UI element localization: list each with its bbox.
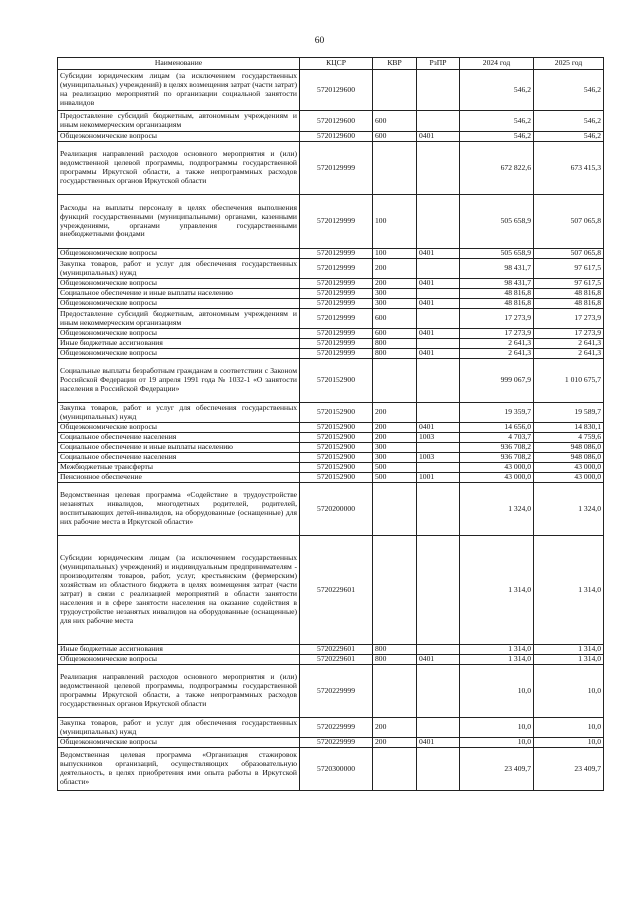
row-rzpr: 0401	[417, 249, 460, 259]
table-row	[58, 536, 604, 645]
row-kvr: 300	[373, 443, 417, 453]
row-rzpr	[417, 443, 460, 453]
budget-table-body	[58, 70, 604, 791]
table-row	[58, 748, 604, 791]
row-2024: 505 658,9	[460, 249, 534, 259]
row-kcsr: 5720152900	[300, 359, 373, 403]
row-2025: 14 830,1	[534, 423, 604, 433]
row-rzpr: 0401	[417, 349, 460, 359]
row-2025: 23 409,7	[534, 748, 604, 791]
row-2024: 98 431,7	[460, 259, 534, 279]
row-rzpr	[417, 536, 460, 645]
row-2024: 14 656,0	[460, 423, 534, 433]
row-kvr: 800	[373, 655, 417, 665]
row-2025: 10,0	[534, 738, 604, 748]
row-rzpr	[417, 259, 460, 279]
table-row	[58, 483, 604, 536]
row-kvr: 200	[373, 403, 417, 423]
row-2025: 1 314,0	[534, 655, 604, 665]
table-row	[58, 655, 604, 665]
row-kcsr: 5720129600	[300, 132, 373, 142]
row-kcsr: 5720229601	[300, 655, 373, 665]
row-2025: 17 273,9	[534, 309, 604, 329]
row-kcsr: 5720152900	[300, 423, 373, 433]
row-kcsr: 5720129999	[300, 249, 373, 259]
row-kcsr: 5720229999	[300, 718, 373, 738]
row-2025: 546,2	[534, 70, 604, 111]
row-kcsr: 5720129999	[300, 279, 373, 289]
row-kvr: 800	[373, 339, 417, 349]
table-row	[58, 329, 604, 339]
row-2024: 1 314,0	[460, 536, 534, 645]
row-kcsr: 5720129999	[300, 195, 373, 249]
row-2024: 936 708,2	[460, 453, 534, 463]
row-rzpr	[417, 195, 460, 249]
row-2025: 43 000,0	[534, 463, 604, 473]
table-row	[58, 70, 604, 111]
row-rzpr	[417, 70, 460, 111]
row-2024: 672 822,6	[460, 142, 534, 195]
header-2024: 2024 год	[460, 58, 534, 70]
row-kcsr: 5720129999	[300, 329, 373, 339]
row-kvr	[373, 748, 417, 791]
row-2025: 48 816,8	[534, 299, 604, 309]
row-kcsr: 5720152900	[300, 463, 373, 473]
row-kvr: 200	[373, 423, 417, 433]
row-kcsr: 5720229999	[300, 738, 373, 748]
row-name: Общеэкономические вопросы	[58, 279, 300, 289]
table-row	[58, 349, 604, 359]
row-name: Общеэкономические вопросы	[58, 655, 300, 665]
row-2024: 10,0	[460, 718, 534, 738]
row-2024: 19 359,7	[460, 403, 534, 423]
table-row	[58, 309, 604, 329]
row-rzpr: 0401	[417, 655, 460, 665]
row-2025: 10,0	[534, 718, 604, 738]
row-name: Общеэкономические вопросы	[58, 349, 300, 359]
row-2025: 948 086,0	[534, 453, 604, 463]
row-2024: 17 273,9	[460, 309, 534, 329]
budget-table	[57, 57, 604, 791]
row-2024: 17 273,9	[460, 329, 534, 339]
row-kvr: 600	[373, 132, 417, 142]
row-name: Общеэкономические вопросы	[58, 132, 300, 142]
row-rzpr	[417, 665, 460, 718]
row-2025: 10,0	[534, 665, 604, 718]
row-2025: 546,2	[534, 111, 604, 132]
row-kvr: 200	[373, 433, 417, 443]
row-name: Предоставление субсидий бюджетным, автономным учреждениям и иным некоммерческим организациям	[58, 111, 300, 132]
row-2024: 999 067,9	[460, 359, 534, 403]
table-row	[58, 132, 604, 142]
row-rzpr	[417, 463, 460, 473]
header-kcsr: КЦСР	[300, 58, 373, 70]
table-row	[58, 665, 604, 718]
row-kcsr: 5720229601	[300, 645, 373, 655]
row-kvr: 300	[373, 453, 417, 463]
row-2024: 546,2	[460, 70, 534, 111]
row-rzpr	[417, 142, 460, 195]
table-row	[58, 339, 604, 349]
row-2025: 97 617,5	[534, 259, 604, 279]
row-kcsr: 5720129999	[300, 289, 373, 299]
row-rzpr: 0401	[417, 132, 460, 142]
row-2025: 1 324,0	[534, 483, 604, 536]
row-kcsr: 5720229601	[300, 536, 373, 645]
row-2025: 48 816,8	[534, 289, 604, 299]
row-kcsr: 5720129999	[300, 339, 373, 349]
table-row	[58, 738, 604, 748]
row-kvr	[373, 142, 417, 195]
row-2024: 23 409,7	[460, 748, 534, 791]
row-kcsr: 5720229999	[300, 665, 373, 718]
header-2025: 2025 год	[534, 58, 604, 70]
row-rzpr	[417, 748, 460, 791]
row-2024: 1 314,0	[460, 655, 534, 665]
row-kvr	[373, 536, 417, 645]
row-kcsr: 5720152900	[300, 403, 373, 423]
row-name: Закупка товаров, работ и услуг для обеспечения государственных (муниципальных) нужд	[58, 403, 300, 423]
row-rzpr: 0401	[417, 279, 460, 289]
row-kvr: 800	[373, 645, 417, 655]
row-rzpr	[417, 645, 460, 655]
table-row	[58, 645, 604, 655]
row-rzpr	[417, 111, 460, 132]
table-row	[58, 463, 604, 473]
row-rzpr	[417, 359, 460, 403]
row-2024: 2 641,3	[460, 349, 534, 359]
row-kvr	[373, 665, 417, 718]
row-kcsr: 5720152900	[300, 453, 373, 463]
row-rzpr	[417, 718, 460, 738]
row-2025: 507 065,8	[534, 249, 604, 259]
header-name: Наименование	[58, 58, 300, 70]
row-kvr	[373, 359, 417, 403]
row-name: Общеэкономические вопросы	[58, 423, 300, 433]
row-2025: 1 010 675,7	[534, 359, 604, 403]
row-kcsr: 5720129600	[300, 111, 373, 132]
row-2024: 10,0	[460, 665, 534, 718]
row-2025: 19 589,7	[534, 403, 604, 423]
row-kcsr: 5720129999	[300, 349, 373, 359]
row-2024: 43 000,0	[460, 463, 534, 473]
row-kvr: 600	[373, 329, 417, 339]
row-name: Социальное обеспечение населения	[58, 433, 300, 443]
row-name: Предоставление субсидий бюджетным, автономным учреждениям и иным некоммерческим организациям	[58, 309, 300, 329]
row-2025: 1 314,0	[534, 536, 604, 645]
row-2025: 546,2	[534, 132, 604, 142]
row-name: Иные бюджетные ассигнования	[58, 339, 300, 349]
row-2025: 507 065,8	[534, 195, 604, 249]
row-name: Межбюджетные трансферты	[58, 463, 300, 473]
row-kcsr: 5720129999	[300, 299, 373, 309]
table-row	[58, 453, 604, 463]
row-name: Социальное обеспечение населения	[58, 453, 300, 463]
table-row	[58, 433, 604, 443]
row-kcsr: 5720200000	[300, 483, 373, 536]
row-kvr	[373, 70, 417, 111]
table-row	[58, 289, 604, 299]
row-2024: 546,2	[460, 132, 534, 142]
row-kvr: 100	[373, 195, 417, 249]
row-name: Ведомственная целевая программа «Содействие в трудоустройстве незанятых инвалидов, многодетных родителей, родителей, воспитывающих детей-инвалидов, на оборудованные (оснащенные) для них рабочие места в Иркутской области»	[58, 483, 300, 536]
row-name: Общеэкономические вопросы	[58, 329, 300, 339]
table-row	[58, 443, 604, 453]
row-kvr: 200	[373, 738, 417, 748]
row-rzpr: 0401	[417, 738, 460, 748]
table-row	[58, 249, 604, 259]
row-2025: 2 641,3	[534, 349, 604, 359]
row-name: Реализация направлений расходов основного мероприятия и (или) ведомственной целевой программы, подпрограммы государственной программы Иркутской области, а также непрограммных расходов государственных органов Иркутской области	[58, 665, 300, 718]
row-kcsr: 5720129999	[300, 309, 373, 329]
row-rzpr	[417, 483, 460, 536]
row-kvr: 300	[373, 299, 417, 309]
row-kcsr: 5720129600	[300, 70, 373, 111]
table-row	[58, 299, 604, 309]
row-name: Ведомственная целевая программа «Организация стажировок выпускников организаций, осуществляющих образовательную деятельность, в целях приобретения ими опыта работы в Иркутской области»	[58, 748, 300, 791]
row-rzpr: 0401	[417, 299, 460, 309]
row-rzpr: 1003	[417, 433, 460, 443]
row-rzpr: 0401	[417, 423, 460, 433]
row-kcsr: 5720129999	[300, 259, 373, 279]
header-kvr: КВР	[373, 58, 417, 70]
row-kcsr: 5720129999	[300, 142, 373, 195]
row-kcsr: 5720152900	[300, 433, 373, 443]
row-2024: 4 703,7	[460, 433, 534, 443]
table-row	[58, 142, 604, 195]
table-row	[58, 473, 604, 483]
table-row	[58, 359, 604, 403]
row-kvr: 800	[373, 349, 417, 359]
row-2024: 2 641,3	[460, 339, 534, 349]
row-name: Социальные выплаты безработным гражданам в соответствии с Законом Российской Федерации от 19 апреля 1991 года № 1032-1 «О занятости населения в Российской Федерации»	[58, 359, 300, 403]
row-2024: 546,2	[460, 111, 534, 132]
row-name: Иные бюджетные ассигнования	[58, 645, 300, 655]
row-kvr: 100	[373, 249, 417, 259]
row-2025: 2 641,3	[534, 339, 604, 349]
row-2025: 673 415,3	[534, 142, 604, 195]
row-kvr: 500	[373, 473, 417, 483]
row-kvr: 300	[373, 289, 417, 299]
row-name: Социальное обеспечение и иные выплаты населению	[58, 289, 300, 299]
table-row	[58, 279, 604, 289]
table-row	[58, 718, 604, 738]
row-kvr: 200	[373, 279, 417, 289]
row-rzpr	[417, 403, 460, 423]
row-rzpr: 0401	[417, 329, 460, 339]
row-name: Субсидии юридическим лицам (за исключением государственных (муниципальных) учреждений) в целях возмещения затрат (части затрат) на реализацию мероприятий по организации социальной занятости инвалидов	[58, 70, 300, 111]
row-name: Общеэкономические вопросы	[58, 299, 300, 309]
row-2024: 1 324,0	[460, 483, 534, 536]
table-row	[58, 403, 604, 423]
row-2025: 4 759,6	[534, 433, 604, 443]
row-2024: 98 431,7	[460, 279, 534, 289]
row-rzpr	[417, 289, 460, 299]
row-2024: 1 314,0	[460, 645, 534, 655]
row-name: Субсидии юридическим лицам (за исключением государственных (муниципальных) учреждений) и индивидуальным предпринимателям - производителям товаров, работ, услуг, крестьянским (фермерским) хозяйствам из областного бюджета в целях возмещения затрат (части затрат) в связи с реализацией мероприятий в области занятости населения и в сфере занятости населения на оказание содействия в трудоустройстве незанятых инвалидов на оборудованные (оснащенные) для них рабочие места	[58, 536, 300, 645]
table-row	[58, 423, 604, 433]
table-row	[58, 259, 604, 279]
row-2025: 97 617,5	[534, 279, 604, 289]
row-2025: 1 314,0	[534, 645, 604, 655]
header-rzpr: РзПР	[417, 58, 460, 70]
row-rzpr	[417, 309, 460, 329]
table-row	[58, 111, 604, 132]
row-name: Общеэкономические вопросы	[58, 249, 300, 259]
row-2025: 43 000,0	[534, 473, 604, 483]
row-name: Реализация направлений расходов основного мероприятия и (или) ведомственной целевой программы, подпрограммы государственной программы Иркутской области, а также непрограммных расходов государственных органов Иркутской области	[58, 142, 300, 195]
table-row	[58, 195, 604, 249]
row-kvr	[373, 483, 417, 536]
row-kcsr: 5720300000	[300, 748, 373, 791]
row-2024: 10,0	[460, 738, 534, 748]
header-row	[58, 58, 604, 70]
row-2024: 48 816,8	[460, 299, 534, 309]
row-2024: 43 000,0	[460, 473, 534, 483]
row-kvr: 600	[373, 111, 417, 132]
row-kcsr: 5720152900	[300, 473, 373, 483]
row-name: Пенсионное обеспечение	[58, 473, 300, 483]
row-2024: 48 816,8	[460, 289, 534, 299]
row-2025: 948 086,0	[534, 443, 604, 453]
row-name: Закупка товаров, работ и услуг для обеспечения государственных (муниципальных) нужд	[58, 718, 300, 738]
row-name: Расходы на выплаты персоналу в целях обеспечения выполнения функций государственными (муниципальными) органами, казенными учреждениями, органами управления государственными внебюджетными фондами	[58, 195, 300, 249]
row-rzpr: 1003	[417, 453, 460, 463]
row-rzpr	[417, 339, 460, 349]
row-kcsr: 5720152900	[300, 443, 373, 453]
row-2025: 17 273,9	[534, 329, 604, 339]
row-2024: 936 708,2	[460, 443, 534, 453]
row-kvr: 200	[373, 259, 417, 279]
row-kvr: 200	[373, 718, 417, 738]
page-number: 60	[314, 36, 325, 46]
row-name: Закупка товаров, работ и услуг для обеспечения государственных (муниципальных) нужд	[58, 259, 300, 279]
row-kvr: 500	[373, 463, 417, 473]
row-kvr: 600	[373, 309, 417, 329]
row-2024: 505 658,9	[460, 195, 534, 249]
row-rzpr: 1001	[417, 473, 460, 483]
row-name: Общеэкономические вопросы	[58, 738, 300, 748]
row-name: Социальное обеспечение и иные выплаты населению	[58, 443, 300, 453]
